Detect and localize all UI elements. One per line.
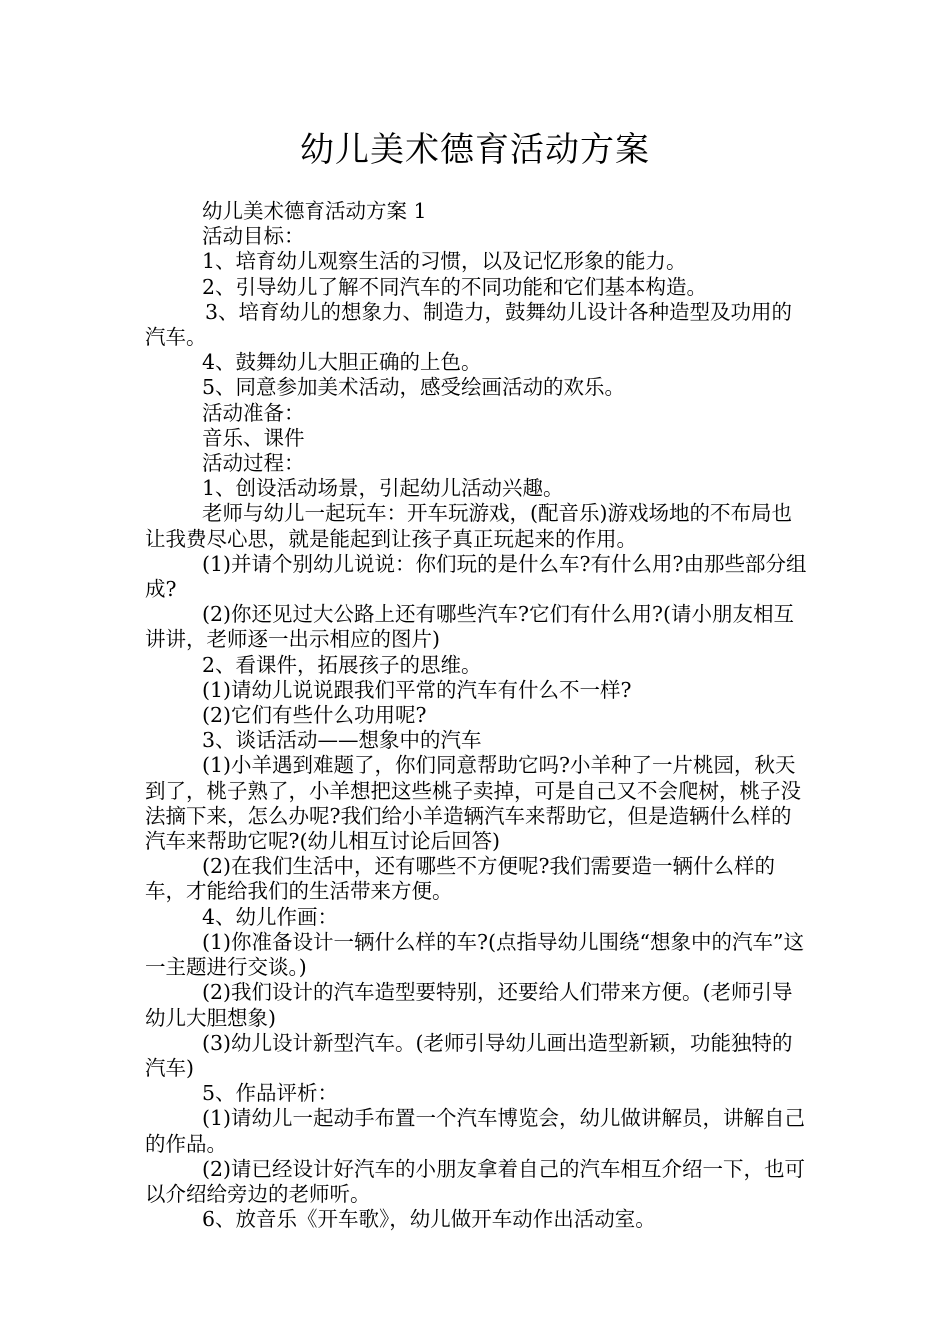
paragraph: 2、看课件，拓展孩子的思维。 [202,652,482,677]
paragraph: 活动准备： [202,400,305,425]
paragraph: (2)你还见过大公路上还有哪些汽车?它们有什么用?(请小朋友相互讲讲，老师逐一出示相应的图片) [145,602,795,652]
document-body [145,199,810,1232]
paragraph: (1)并请个别幼儿说说：你们玩的是什么车?有什么用?由那些部分组成? [145,551,807,602]
paragraph: (1)你准备设计一辆什么样的车?(点指导幼儿围绕“想象中的汽车”这一主题进行交谈。) [145,929,804,980]
paragraph: 2、引导幼儿了解不同汽车的不同功能和它们基本构造。 [202,274,708,299]
paragraph: 4、鼓舞幼儿大胆正确的上色。 [202,350,482,375]
paragraph: (2)我们设计的汽车造型要特别，还要给人们带来方便。(老师引导幼儿大胆想象) [145,980,793,1030]
paragraph: (2)请已经设计好汽车的小朋友拿着自己的汽车相互介绍一下，也可以介绍给旁边的老师听。 [145,1156,806,1206]
paragraph: 6、放音乐《开车歌》，幼儿做开车动作出活动室。 [202,1207,656,1232]
paragraph: (1)小羊遇到难题了，你们同意帮助它吗?小羊种了一片桃园，秋天到了，桃子熟了，小羊想把这些桃子卖掉，可是自己又不会爬树，桃子没法摘下来，怎么办呢?我们给小羊造辆汽车来帮助它，但是造辆什么样的汽车来帮助它呢?(幼儿相互讨论后回答) [145,753,801,854]
paragraph: 3、谈话活动——想象中的汽车 [202,728,482,753]
paragraph: (2)在我们生活中，还有哪些不方便呢?我们需要造一辆什么样的车，才能给我们的生活带来方便。 [145,854,776,904]
paragraph: (1)请幼儿说说跟我们平常的汽车有什么不一样? [202,677,632,702]
paragraph: 1、培育幼儿观察生活的习惯，以及记忆形象的能力。 [202,249,687,274]
paragraph: (2)它们有些什么功用呢? [202,703,427,728]
document-title: 幼儿美术德育活动方案 [300,130,650,170]
paragraph: 音乐、课件 [202,425,305,450]
paragraph: 老师与幼儿一起玩车：开车玩游戏，(配音乐)游戏场地的不布局也让我费尽心思，就是能起到让孩子真正玩起来的作用。 [145,501,792,551]
paragraph: (3)幼儿设计新型汽车。(老师引导幼儿画出造型新颖，功能独特的汽车) [145,1030,793,1080]
paragraph: 1、创设活动场景，引起幼儿活动兴趣。 [202,476,564,501]
paragraph: 5、同意参加美术活动，感受绘画活动的欢乐。 [202,375,626,400]
paragraph: 4、幼儿作画： [202,904,339,929]
paragraph: 3、培育幼儿的想象力、制造力，鼓舞幼儿设计各种造型及功用的汽车。 [145,299,793,350]
paragraph: 活动过程： [202,451,305,476]
paragraph: 5、作品评析： [202,1081,339,1106]
paragraph: 活动目标： [202,224,305,249]
section-heading: 幼儿美术德育活动方案 1 [202,199,427,223]
paragraph: (1)请幼儿一起动手布置一个汽车博览会，幼儿做讲解员，讲解自己的作品。 [145,1106,806,1156]
